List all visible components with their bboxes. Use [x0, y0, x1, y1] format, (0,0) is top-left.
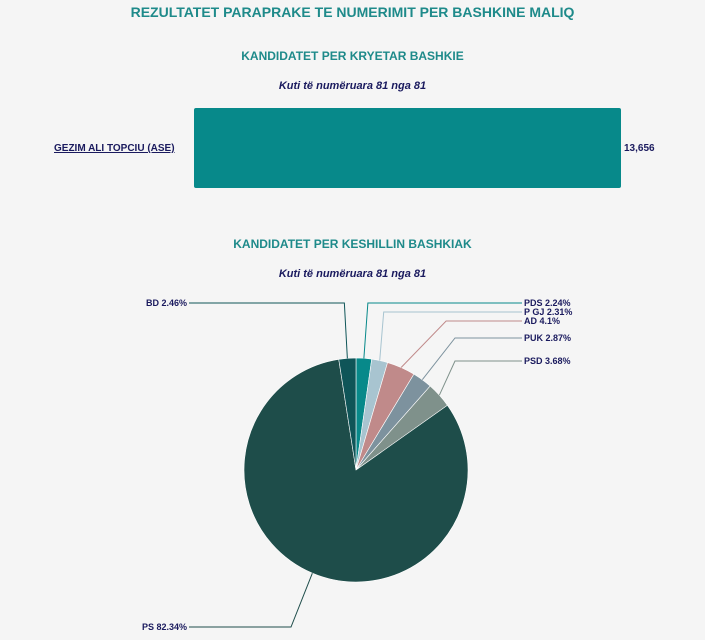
leader-line-p-gj: [380, 312, 522, 361]
council-count-label: Kuti të numëruara 81 nga 81: [278, 268, 427, 280]
pie-label-ad: AD 4.1%: [524, 316, 561, 326]
leader-line-psd: [439, 361, 522, 395]
pie-label-p-gj: P GJ 2.31%: [524, 307, 573, 317]
mayor-subtitle: KANDIDATET PER KRYETAR BASHKIE: [241, 49, 464, 63]
mayor-candidate-link[interactable]: GEZIM ALI TOPCIU (ASE): [54, 143, 175, 154]
pie-label-psd: PSD 3.68%: [524, 356, 571, 366]
pie-label-puk: PUK 2.87%: [524, 333, 572, 343]
mayor-count-label: Kuti të numëruara 81 nga 81: [278, 80, 427, 92]
mayor-bar-value: 13,656: [624, 143, 655, 154]
leader-line-pds: [364, 303, 522, 358]
pie-label-bd: BD 2.46%: [145, 298, 187, 308]
pie-label-ps: PS 82.34%: [141, 622, 187, 632]
leader-line-ps: [189, 573, 312, 627]
leader-line-puk: [422, 338, 522, 380]
leader-line-bd: [189, 303, 347, 358]
council-subtitle: KANDIDATET PER KESHILLIN BASHKIAK: [233, 237, 472, 251]
pie-label-pds: PDS 2.24%: [524, 298, 571, 308]
page-title: REZULTATET PARAPRAKE TE NUMERIMIT PER BASHKINE MALIQ: [130, 4, 575, 20]
